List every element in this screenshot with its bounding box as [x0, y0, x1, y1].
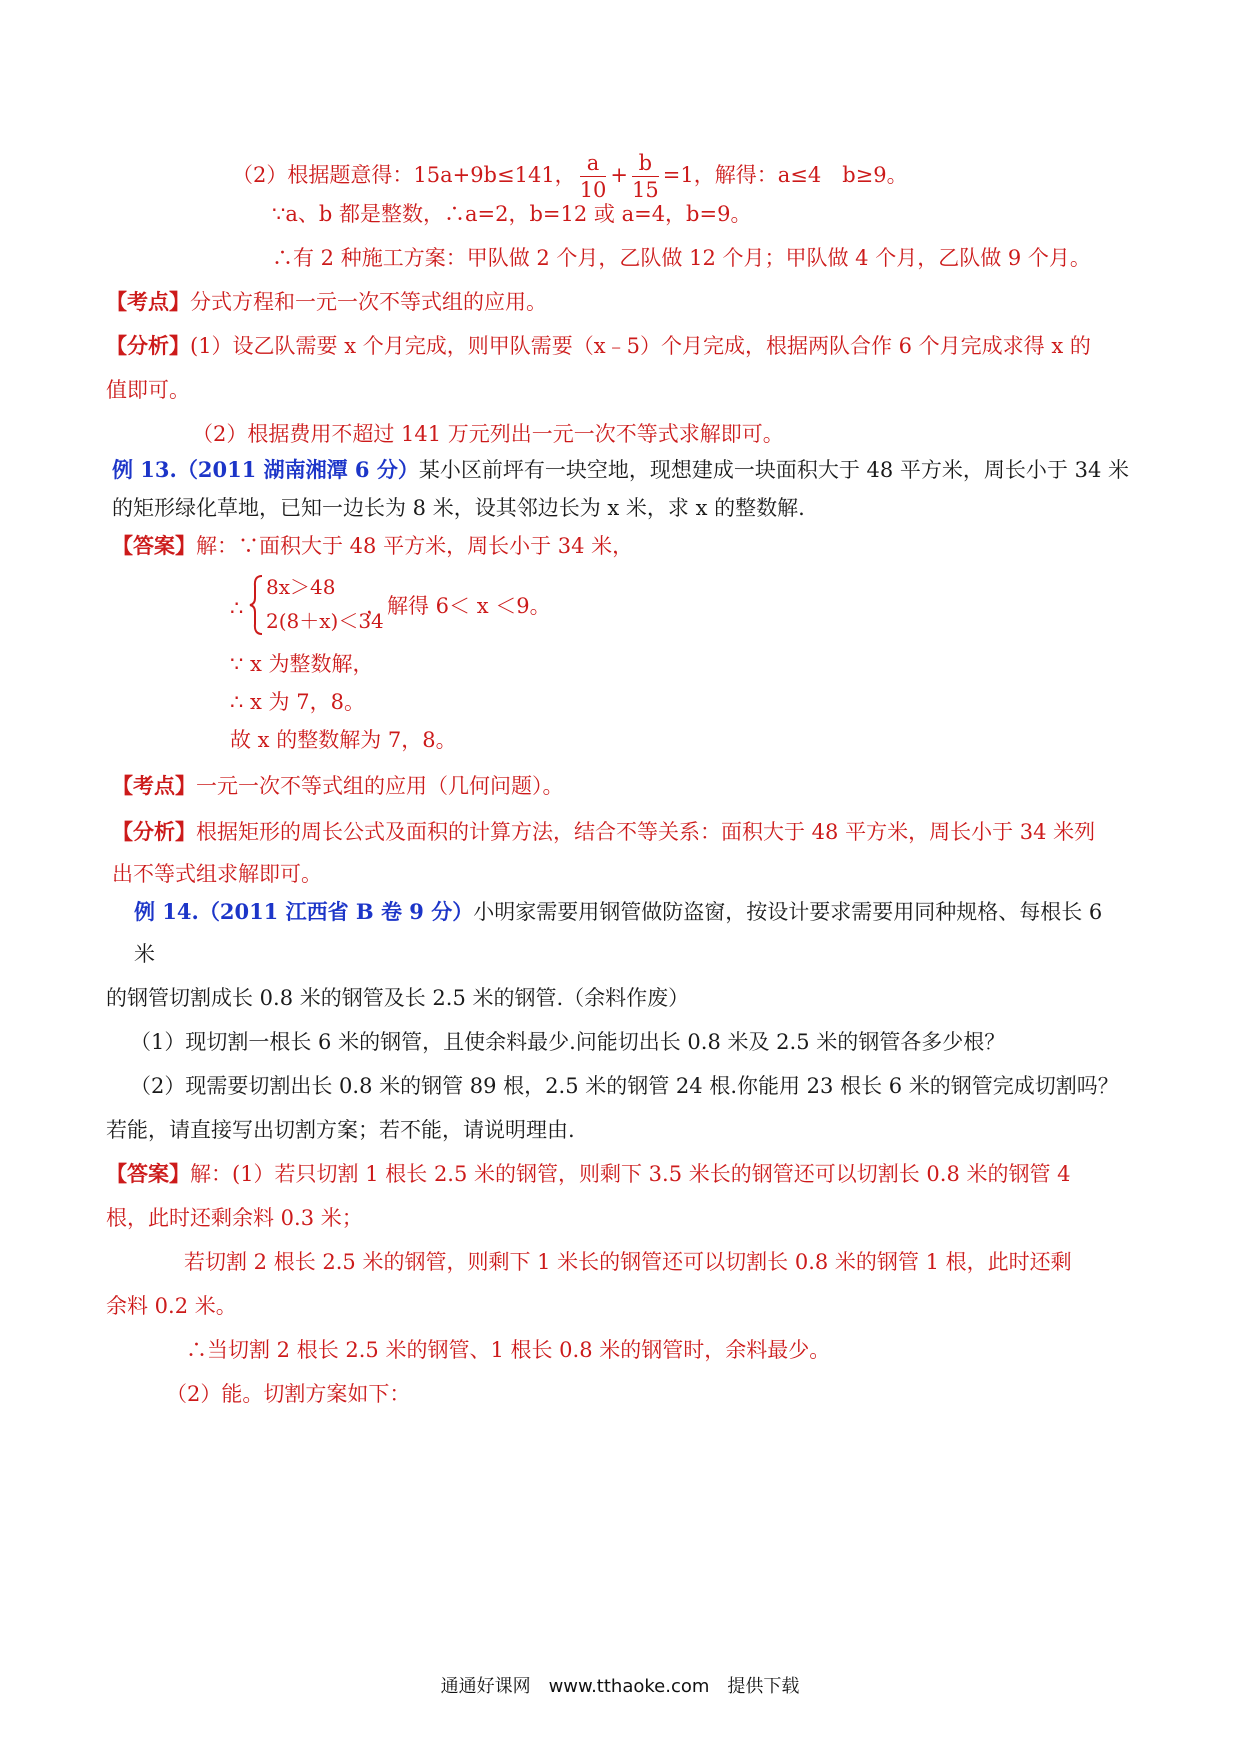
equation-line — [232, 150, 908, 203]
answer-14-line-4: 余料 0.2 米。 — [106, 1294, 237, 1318]
values-line: ∴ x 为 7，8。 — [230, 690, 365, 714]
kaodian-tag: 【考点】 — [112, 773, 196, 798]
example-13-line-2: 的矩形绿化草地，已知一边长为 8 米，设其邻边长为 x 米，求 x 的整数解. — [112, 496, 805, 520]
answer-14-line-1 — [106, 1160, 1071, 1188]
kaodian-line-1 — [106, 288, 547, 316]
fenxi-text: (1）设乙队需要 x 个月完成，则甲队需要（x﹣5）个月完成，根据两队合作 6 个月完成求得 x 的 — [190, 334, 1091, 358]
integer-condition-line: ∵a、b 都是整数，∴a=2，b=12 或 a=4，b=9。 — [272, 202, 752, 226]
answer-text: 解：(1）若只切割 1 根长 2.5 米的钢管，则剩下 3.5 米长的钢管还可以切割长 0.8 米的钢管 4 — [190, 1162, 1071, 1186]
kaodian-text: 分式方程和一元一次不等式组的应用。 — [190, 290, 547, 314]
example-14-question: 小明家需要用钢管做防盗窗，按设计要求需要用同种规格、每根长 6 — [473, 900, 1103, 924]
example-14-line-3: 的钢管切割成长 0.8 米的钢管及长 2.5 米的钢管.（余料作废） — [106, 986, 690, 1010]
kaodian-text: 一元一次不等式组的应用（几何问题）。 — [196, 774, 564, 798]
example-13-line-1 — [112, 456, 1129, 484]
example-14-line-1 — [134, 898, 1102, 926]
example-13-question: 某小区前坪有一块空地，现想建成一块面积大于 48 平方米，周长小于 34 米 — [418, 458, 1129, 482]
fraction-denominator: 10 — [579, 178, 607, 202]
kaodian-line-2 — [112, 772, 564, 800]
answer-14-line-2: 根，此时还剩余料 0.3 米； — [106, 1206, 363, 1230]
fraction-denominator: 15 — [632, 178, 659, 202]
inequality-2: 2(8＋x)＜34 — [266, 609, 384, 633]
fenxi-tag: 【分析】 — [112, 819, 196, 844]
fenxi-13-line-2: 出不等式组求解即可。 — [112, 862, 322, 886]
question-part-1: （1）现切割一根长 6 米的钢管，且使余料最少.问能切出长 0.8 米及 2.5 米的钢管各多少根？ — [130, 1030, 1006, 1054]
fraction-numerator: a — [580, 150, 607, 177]
answer-13-line-1 — [112, 532, 633, 560]
example-14-line-2: 米 — [134, 942, 155, 966]
fraction-a-over-10 — [580, 150, 607, 203]
fenxi-text: 根据矩形的周长公式及面积的计算方法，结合不等关系：面积大于 48 平方米，周长小于 34 米列 — [196, 820, 1096, 844]
example-14-tag: 例 14.（2011 江西省 B 卷 9 分） — [134, 899, 474, 924]
therefore-symbol: ∴ — [230, 596, 244, 620]
answer-tag: 【答案】 — [112, 533, 196, 558]
question-part-2: （2）现需要切割出长 0.8 米的钢管 89 根，2.5 米的钢管 24 根.你能用 23 根长 6 米的钢管完成切割吗？ — [130, 1074, 1119, 1098]
system-solution: ，解得 6＜ x ＜9。 — [366, 594, 551, 618]
equation-suffix: =1，解得：a≤4 b≥9。 — [662, 163, 908, 187]
fenxi-line-1 — [106, 332, 1091, 360]
answer-14-line-6: （2）能。切割方案如下： — [166, 1382, 411, 1406]
equation-prefix: （2）根据题意得：15a+9b≤141， — [232, 163, 576, 187]
fenxi-tag: 【分析】 — [106, 333, 190, 358]
answer-14-line-3: 若切割 2 根长 2.5 米的钢管，则剩下 1 米长的钢管还可以切割长 0.8 米的钢管 1 根，此时还剩 — [184, 1250, 1072, 1274]
answer-tag: 【答案】 — [106, 1161, 190, 1186]
example-13-tag: 例 13.（2011 湖南湘潭 6 分） — [112, 457, 419, 482]
kaodian-tag: 【考点】 — [106, 289, 190, 314]
integer-solution-line: ∵ x 为整数解， — [230, 652, 374, 676]
plus-sign: + — [610, 163, 629, 187]
brace-icon — [248, 574, 264, 636]
plans-line: ∴有 2 种施工方案：甲队做 2 个月，乙队做 12 个月；甲队做 4 个月，乙队做 9 个月。 — [272, 246, 1091, 270]
inequality-1: 8x＞48 — [266, 575, 336, 599]
page-footer: 通通好课网 www.tthaoke.com 提供下载 — [440, 1676, 800, 1697]
question-part-2b: 若能，请直接写出切割方案；若不能，请说明理由. — [106, 1118, 575, 1142]
answer-14-line-5: ∴当切割 2 根长 2.5 米的钢管、1 根长 0.8 米的钢管时，余料最少。 — [186, 1338, 831, 1362]
final-answer-line: 故 x 的整数解为 7，8。 — [230, 728, 457, 752]
fenxi-line-3: （2）根据费用不超过 141 万元列出一元一次不等式求解即可。 — [192, 422, 784, 446]
fenxi-13-line-1 — [112, 818, 1095, 846]
fraction-numerator: b — [632, 150, 659, 177]
fenxi-line-2: 值即可。 — [106, 378, 190, 402]
answer-text: 解：∵面积大于 48 平方米，周长小于 34 米， — [196, 534, 634, 558]
fraction-b-over-15 — [632, 150, 659, 203]
